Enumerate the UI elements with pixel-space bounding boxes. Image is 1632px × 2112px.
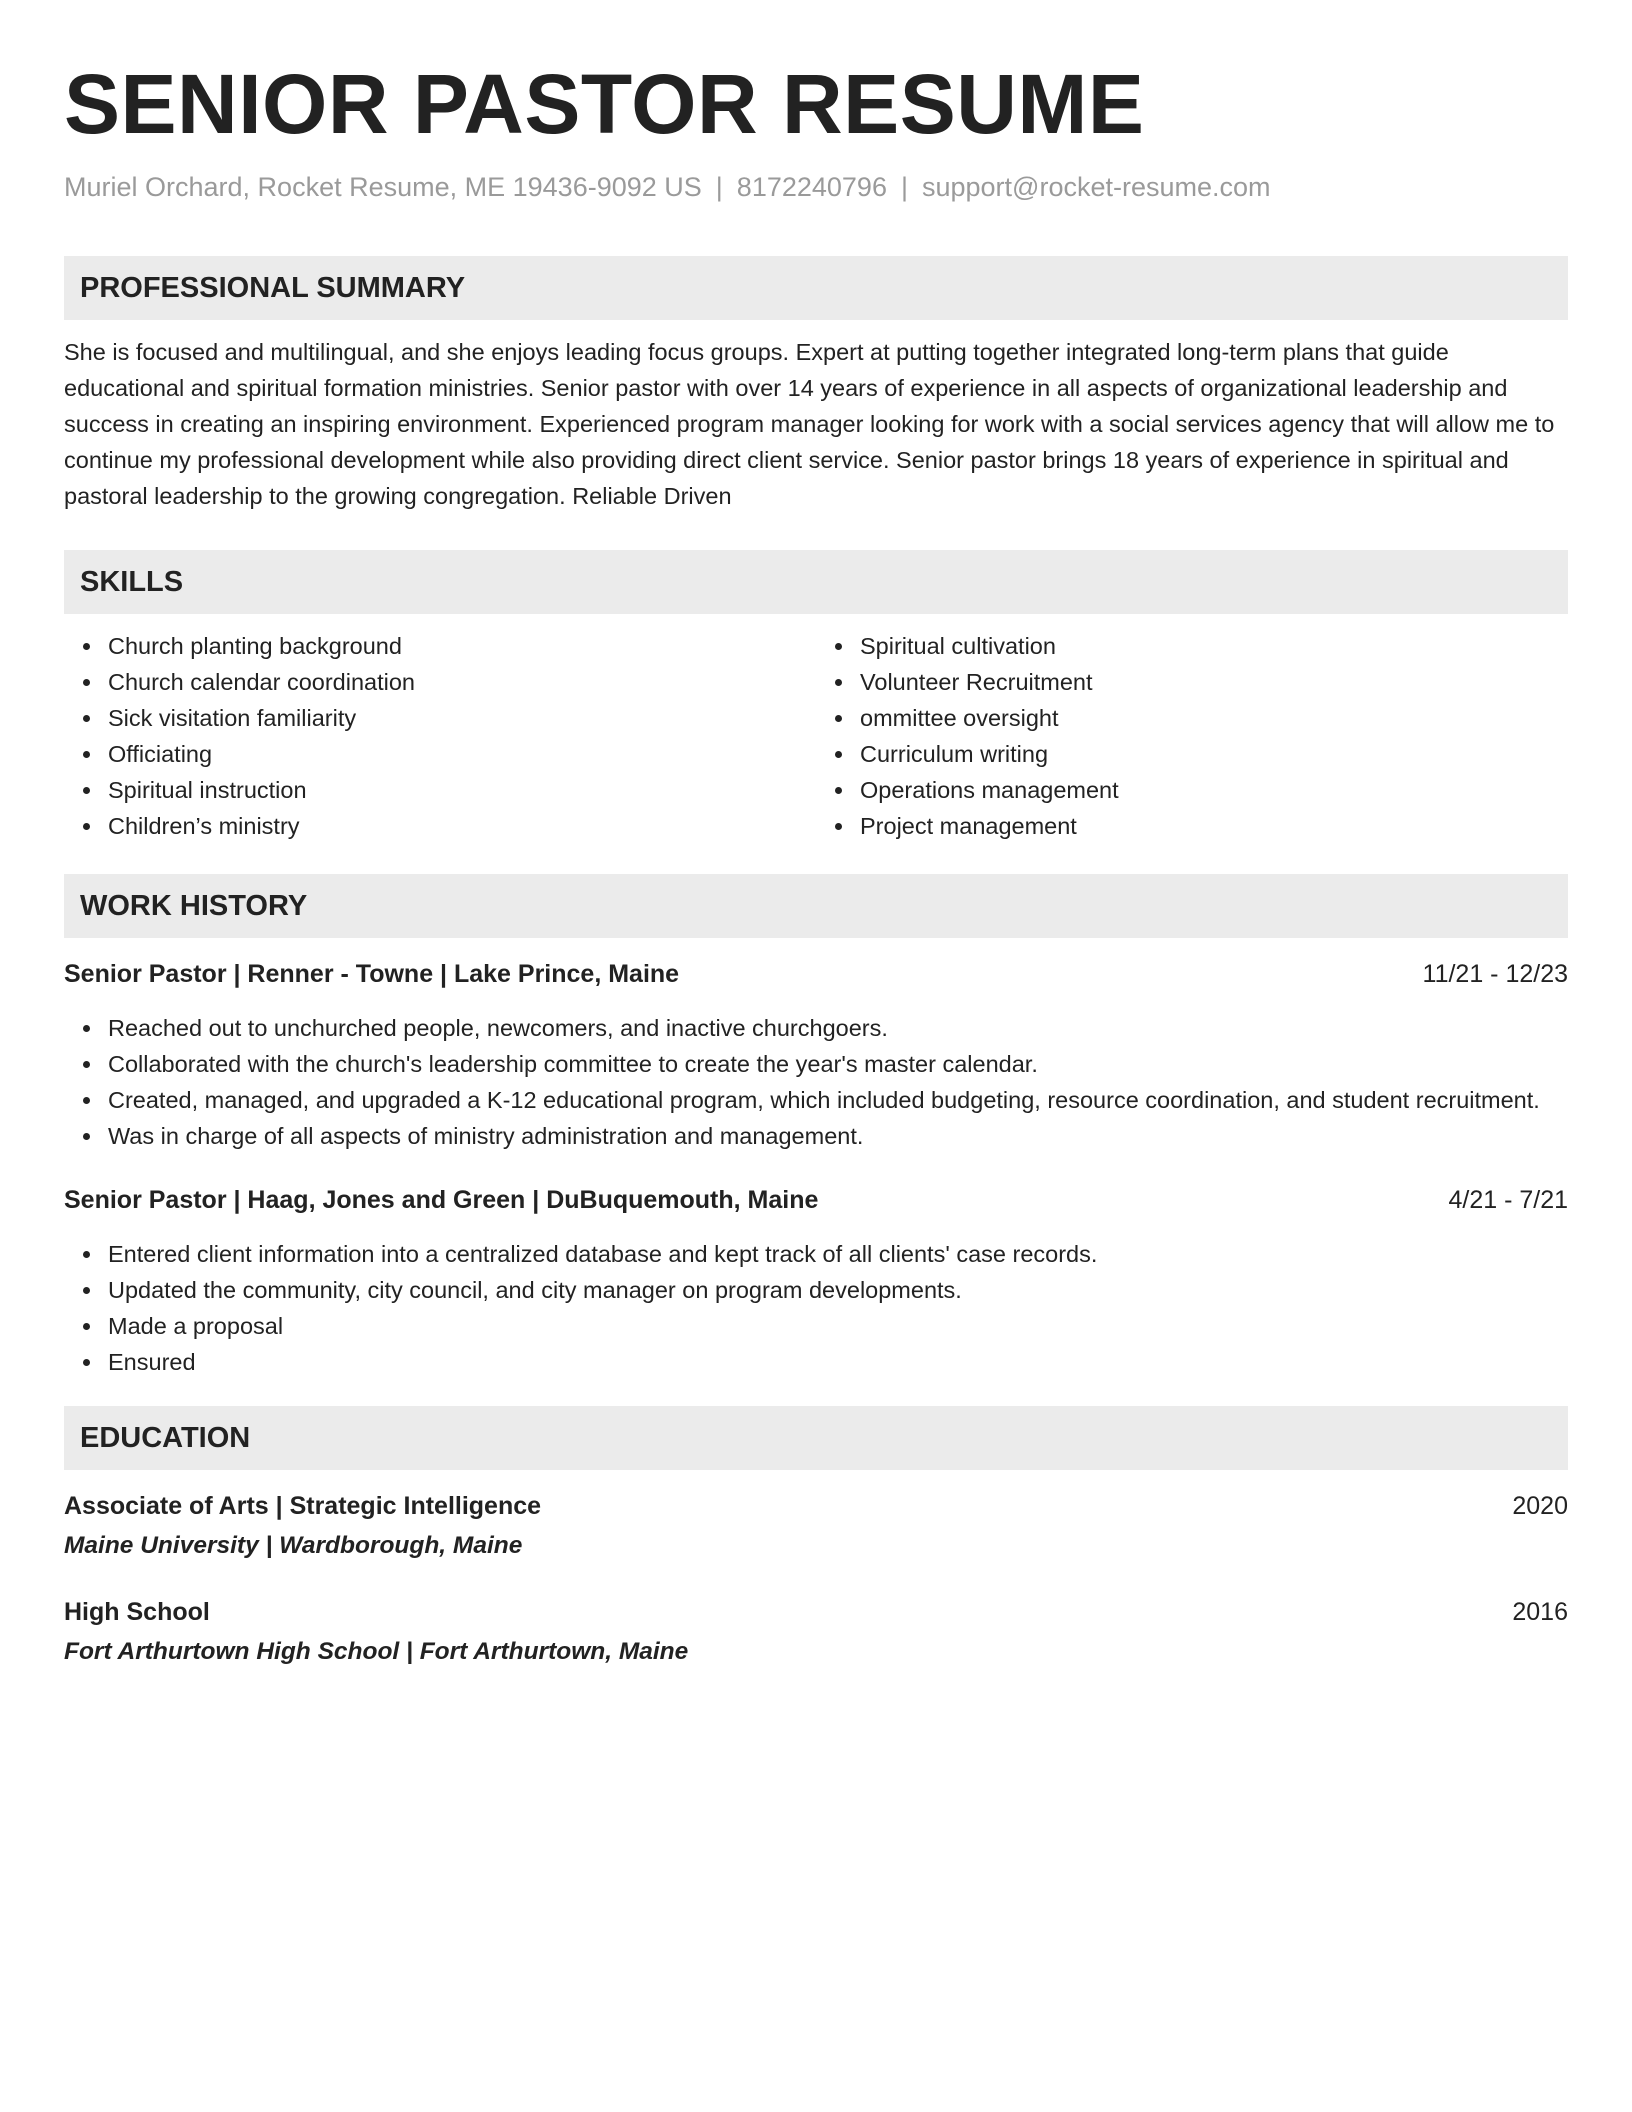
skills-column-right bbox=[816, 628, 1568, 844]
education-degree: High School bbox=[64, 1598, 210, 1626]
education-entry bbox=[64, 1594, 1568, 1670]
job-duty: Entered client information into a centralized database and kept track of all clients' case records. bbox=[108, 1236, 1568, 1272]
contact-line bbox=[64, 170, 1568, 204]
work-entry bbox=[64, 956, 1568, 1154]
job-duty: Ensured bbox=[108, 1344, 1568, 1380]
contact-separator: | bbox=[715, 172, 723, 202]
work-entry-header bbox=[64, 1182, 1568, 1218]
contact-phone: 8172240796 bbox=[736, 172, 887, 202]
education-entry bbox=[64, 1488, 1568, 1564]
job-duty: Was in charge of all aspects of ministry administration and management. bbox=[108, 1118, 1568, 1154]
job-title: Senior Pastor | Haag, Jones and Green | DuBuquemouth, Maine bbox=[64, 1186, 819, 1214]
job-duty: Reached out to unchurched people, newcomers, and inactive churchgoers. bbox=[108, 1010, 1568, 1046]
skill-item: Curriculum writing bbox=[860, 736, 1568, 772]
job-title: Senior Pastor | Renner - Towne | Lake Prince, Maine bbox=[64, 960, 680, 988]
work-entry-header bbox=[64, 956, 1568, 992]
job-dates: 11/21 - 12/23 bbox=[1422, 960, 1568, 988]
skill-item: ommittee oversight bbox=[860, 700, 1568, 736]
skill-item: Officiating bbox=[108, 736, 816, 772]
job-duties-list bbox=[64, 1236, 1568, 1380]
skills-column-left bbox=[64, 628, 816, 844]
education-year: 2020 bbox=[1512, 1492, 1568, 1520]
skill-item: Operations management bbox=[860, 772, 1568, 808]
section-header-skills: SKILLS bbox=[64, 550, 1568, 614]
contact-email: support@rocket-resume.com bbox=[921, 172, 1271, 202]
skill-item: Church planting background bbox=[108, 628, 816, 664]
skill-item: Spiritual instruction bbox=[108, 772, 816, 808]
job-duty: Updated the community, city council, and city manager on program developments. bbox=[108, 1272, 1568, 1308]
skill-item: Spiritual cultivation bbox=[860, 628, 1568, 664]
skill-item: Project management bbox=[860, 808, 1568, 844]
job-duty: Created, managed, and upgraded a K-12 educational program, which included budgeting, resource coordination, and student recruitment. bbox=[108, 1082, 1568, 1118]
section-header-education: EDUCATION bbox=[64, 1406, 1568, 1470]
skill-item: Sick visitation familiarity bbox=[108, 700, 816, 736]
skill-item: Children’s ministry bbox=[108, 808, 816, 844]
education-school: Fort Arthurtown High School | Fort Arthurtown, Maine bbox=[64, 1638, 689, 1665]
job-duties-list bbox=[64, 1010, 1568, 1154]
job-duty: Made a proposal bbox=[108, 1308, 1568, 1344]
education-entry-header bbox=[64, 1594, 1568, 1630]
contact-separator: | bbox=[900, 172, 908, 202]
contact-address: Muriel Orchard, Rocket Resume, ME 19436-9092 US bbox=[64, 172, 702, 202]
section-header-summary: PROFESSIONAL SUMMARY bbox=[64, 256, 1568, 320]
skill-item: Volunteer Recruitment bbox=[860, 664, 1568, 700]
skills-list bbox=[64, 628, 1568, 844]
summary-text: She is focused and multilingual, and she enjoys leading focus groups. Expert at putting together integrated long-term plans that guide educational and spiritual formation ministries. Senior pastor with over 14 years of experience in all aspects of organizational leadership and success in creating an inspiring environment. Experienced program manager looking for work with a social services agency that will allow me to continue my professional development while also providing direct client service. Senior pastor brings 18 years of experience in spiritual and pastoral leadership to the growing congregation. Reliable Driven bbox=[64, 339, 1555, 509]
section-header-work-history: WORK HISTORY bbox=[64, 874, 1568, 938]
education-year: 2016 bbox=[1512, 1598, 1568, 1626]
education-school: Maine University | Wardborough, Maine bbox=[64, 1532, 523, 1559]
skill-item: Church calendar coordination bbox=[108, 664, 816, 700]
job-duty: Collaborated with the church's leadership committee to create the year's master calendar. bbox=[108, 1046, 1568, 1082]
education-entry-header bbox=[64, 1488, 1568, 1524]
resume-title: SENIOR PASTOR RESUME bbox=[64, 57, 1145, 151]
education-degree: Associate of Arts | Strategic Intelligence bbox=[64, 1492, 542, 1520]
work-entry bbox=[64, 1182, 1568, 1380]
job-dates: 4/21 - 7/21 bbox=[1448, 1186, 1568, 1214]
